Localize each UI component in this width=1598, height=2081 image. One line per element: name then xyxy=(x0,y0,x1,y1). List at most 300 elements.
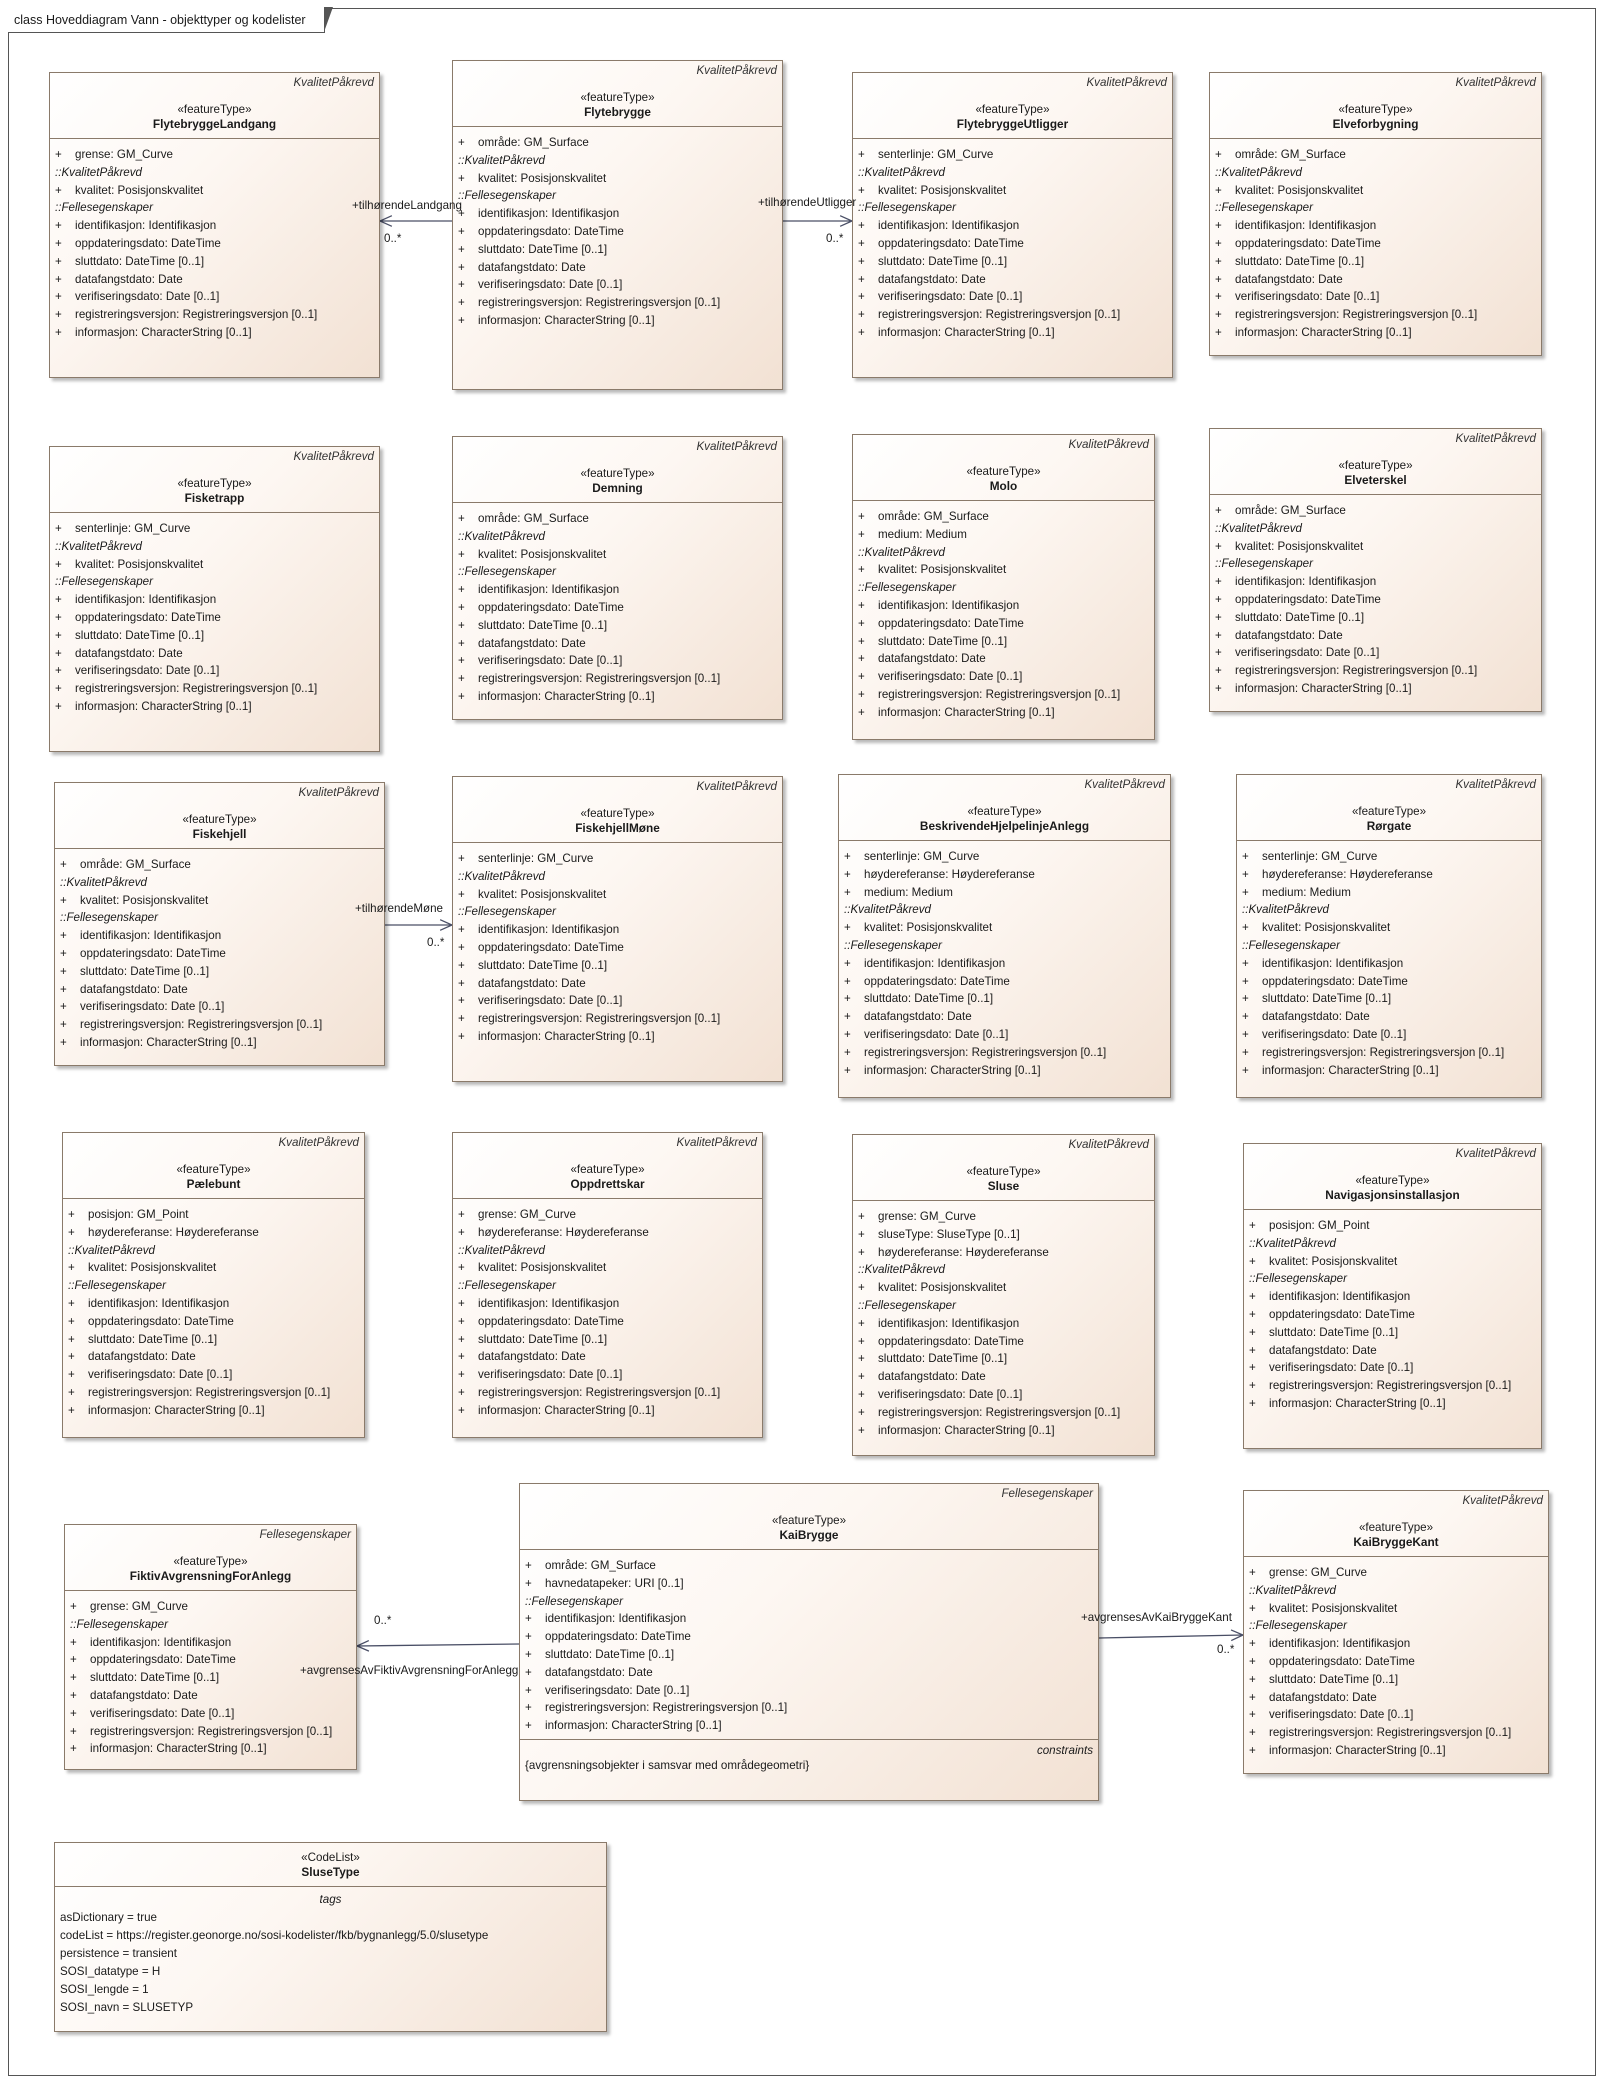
class-navigasjonsinstallasjon[interactable] xyxy=(1243,1143,1542,1449)
visibility-marker: + xyxy=(68,1403,75,1417)
attribute-text: registreringsversjon: Registreringsversjon [0..1] xyxy=(878,687,1121,701)
attribute-row xyxy=(1215,253,1537,271)
class-molo[interactable] xyxy=(852,434,1155,740)
visibility-marker: + xyxy=(858,1352,865,1366)
visibility-marker: + xyxy=(55,325,62,339)
codelist-slusetype[interactable] xyxy=(54,1842,607,2032)
visibility-marker: + xyxy=(525,1701,532,1715)
attribute-row xyxy=(844,1008,1166,1026)
class-fiskehjell-mone[interactable] xyxy=(452,776,783,1082)
visibility-marker: + xyxy=(68,1208,75,1221)
class-tag: KvalitetPåkrevd xyxy=(696,64,777,77)
class-elveterskel[interactable] xyxy=(1209,428,1542,712)
attribute-row xyxy=(70,1740,352,1758)
class-flytebrygge-landgang[interactable] xyxy=(49,72,380,378)
attribute-row xyxy=(858,1368,1150,1386)
attribute-text: informasjon: CharacterString [0..1] xyxy=(75,325,252,339)
visibility-marker: + xyxy=(60,1000,67,1014)
class-tag: KvalitetPåkrevd xyxy=(278,1136,359,1149)
tags-section xyxy=(55,1887,606,2021)
attribute-text: datafangstdato: Date xyxy=(75,646,183,660)
attribute-row xyxy=(68,1366,360,1384)
visibility-marker: + xyxy=(458,224,465,238)
attribute-text: datafangstdato: Date xyxy=(88,1350,196,1364)
attribute-row xyxy=(844,955,1166,973)
inherited-group-label: ::KvalitetPåkrevd xyxy=(858,165,945,179)
inherited-group-label: ::KvalitetPåkrevd xyxy=(55,539,142,553)
class-kai-brygge-kant[interactable] xyxy=(1243,1490,1549,1774)
class-header xyxy=(55,1843,606,1887)
attribute-text: identifikasjon: Identifikasjon xyxy=(478,1296,620,1310)
attribute-row xyxy=(858,1422,1150,1440)
visibility-marker: + xyxy=(1242,1010,1249,1024)
attribute-text: sluttdato: DateTime [0..1] xyxy=(90,1671,220,1685)
class-tag: Fellesegenskaper xyxy=(1001,1487,1093,1500)
visibility-marker: + xyxy=(1215,219,1222,233)
class-tag: KvalitetPåkrevd xyxy=(1455,778,1536,791)
attribute-text: registreringsversjon: Registreringsversjon [0..1] xyxy=(1269,1379,1512,1393)
visibility-marker: + xyxy=(55,699,62,713)
visibility-marker: + xyxy=(858,1210,865,1223)
attribute-text: oppdateringsdato: DateTime xyxy=(80,946,226,960)
class-stereotype: «featureType» xyxy=(966,465,1041,478)
class-name: Flytebrygge xyxy=(584,105,651,119)
visibility-marker: + xyxy=(1215,646,1222,660)
class-attributes xyxy=(1210,495,1541,702)
attribute-row xyxy=(858,1333,1150,1351)
attribute-text: kvalitet: Posisjonskvalitet xyxy=(1235,539,1364,553)
class-tag: KvalitetPåkrevd xyxy=(1084,778,1165,791)
attribute-text: kvalitet: Posisjonskvalitet xyxy=(878,183,1007,197)
attribute-row xyxy=(1215,146,1537,164)
visibility-marker: + xyxy=(858,652,865,666)
attribute-text: oppdateringsdato: DateTime xyxy=(1262,974,1408,988)
class-oppdrettskar[interactable] xyxy=(452,1132,763,1438)
attribute-row xyxy=(1249,1742,1544,1760)
inherited-group-label: ::Fellesegenskaper xyxy=(458,565,556,579)
attribute-text: sluttdato: DateTime [0..1] xyxy=(1269,1325,1399,1339)
class-attributes xyxy=(1244,1557,1548,1764)
attribute-row xyxy=(1249,1671,1544,1689)
attribute-row xyxy=(55,698,375,716)
attribute-row xyxy=(1242,866,1537,884)
visibility-marker: + xyxy=(844,956,851,970)
assoc-role-landgang: +tilhørendeLandgang xyxy=(352,199,462,212)
visibility-marker: + xyxy=(525,1683,532,1697)
attribute-row xyxy=(55,146,375,164)
visibility-marker: + xyxy=(1215,628,1222,642)
class-header xyxy=(453,437,782,503)
attribute-row xyxy=(858,253,1168,271)
attribute-text: registreringsversjon: Registreringsversjon [0..1] xyxy=(90,1724,333,1738)
attribute-text: informasjon: CharacterString [0..1] xyxy=(75,699,252,713)
visibility-marker: + xyxy=(458,1029,465,1043)
class-tag: KvalitetPåkrevd xyxy=(1455,76,1536,89)
attribute-row xyxy=(1249,1635,1544,1653)
attribute-text: oppdateringsdato: DateTime xyxy=(545,1630,691,1644)
attribute-row xyxy=(458,850,778,868)
attribute-row xyxy=(60,1016,380,1034)
visibility-marker: + xyxy=(1249,1601,1256,1615)
attribute-text: identifikasjon: Identifikasjon xyxy=(1262,956,1404,970)
attribute-row xyxy=(458,886,778,904)
inherited-group-label: ::KvalitetPåkrevd xyxy=(1215,521,1302,535)
visibility-marker: + xyxy=(844,974,851,988)
class-header xyxy=(55,783,384,849)
attribute-text: informasjon: CharacterString [0..1] xyxy=(90,1742,267,1756)
class-pelebunt[interactable] xyxy=(62,1132,365,1438)
attribute-text: oppdateringsdato: DateTime xyxy=(878,1334,1024,1348)
visibility-marker: + xyxy=(68,1385,75,1399)
attribute-text: informasjon: CharacterString [0..1] xyxy=(1262,1063,1439,1077)
class-sluse[interactable] xyxy=(852,1134,1155,1456)
attribute-row xyxy=(458,975,778,993)
inherited-group-label: ::KvalitetPåkrevd xyxy=(458,153,545,167)
attribute-row xyxy=(55,680,375,698)
visibility-marker: + xyxy=(458,618,465,632)
visibility-marker: + xyxy=(70,1724,77,1738)
attribute-row xyxy=(1242,1008,1537,1026)
attribute-text: verifiseringsdato: Date [0..1] xyxy=(1235,646,1380,660)
attribute-row xyxy=(458,241,778,259)
visibility-marker: + xyxy=(458,512,465,525)
attribute-row xyxy=(60,963,380,981)
attribute-row xyxy=(458,1402,758,1420)
attribute-text: kvalitet: Posisjonskvalitet xyxy=(75,557,204,571)
attribute-row xyxy=(68,1259,360,1277)
attribute-text: informasjon: CharacterString [0..1] xyxy=(478,1029,655,1043)
attribute-text: område: GM_Surface xyxy=(80,858,191,871)
visibility-marker: + xyxy=(458,600,465,614)
attribute-text: oppdateringsdato: DateTime xyxy=(478,1314,624,1328)
attribute-text: oppdateringsdato: DateTime xyxy=(878,236,1024,250)
inherited-group-label: ::KvalitetPåkrevd xyxy=(1249,1583,1336,1597)
attribute-text: høydereferanse: Høydereferanse xyxy=(864,867,1035,881)
attribute-row xyxy=(55,182,375,200)
attribute-text: datafangstdato: Date xyxy=(478,636,586,650)
inherited-group-label: ::KvalitetPåkrevd xyxy=(60,875,147,889)
class-stereotype: «featureType» xyxy=(1355,1174,1430,1187)
attribute-text: posisjon: GM_Point xyxy=(1269,1219,1370,1232)
attribute-text: registreringsversjon: Registreringsversjon [0..1] xyxy=(88,1385,331,1399)
class-header xyxy=(1210,429,1541,495)
attribute-text: sluttdato: DateTime [0..1] xyxy=(478,618,608,632)
attribute-row xyxy=(55,324,375,342)
visibility-marker: + xyxy=(1215,504,1222,517)
visibility-marker: + xyxy=(1215,236,1222,250)
attribute-row xyxy=(458,223,778,241)
attribute-text: sluttdato: DateTime [0..1] xyxy=(545,1647,675,1661)
visibility-marker: + xyxy=(458,654,465,668)
attribute-text: sluttdato: DateTime [0..1] xyxy=(75,254,205,268)
attribute-text: datafangstdato: Date xyxy=(478,976,586,990)
attribute-text: kvalitet: Posisjonskvalitet xyxy=(1262,921,1391,935)
attribute-row xyxy=(458,617,778,635)
visibility-marker: + xyxy=(458,636,465,650)
visibility-marker: + xyxy=(68,1314,75,1328)
attribute-row xyxy=(1249,1342,1537,1360)
class-header xyxy=(1237,775,1541,841)
inherited-group-label: ::KvalitetPåkrevd xyxy=(55,165,142,179)
class-name: FiskehjellMøne xyxy=(575,821,660,835)
attribute-row xyxy=(844,973,1166,991)
attribute-text: verifiseringsdato: Date [0..1] xyxy=(1269,1361,1414,1375)
attribute-row xyxy=(858,288,1168,306)
attribute-text: sluttdato: DateTime [0..1] xyxy=(478,1332,608,1346)
class-fisketrapp[interactable] xyxy=(49,446,380,752)
attribute-text: oppdateringsdato: DateTime xyxy=(478,940,624,954)
visibility-marker: + xyxy=(1249,1708,1256,1722)
attribute-text: kvalitet: Posisjonskvalitet xyxy=(478,171,607,185)
attribute-row xyxy=(458,581,778,599)
attribute-text: registreringsversjon: Registreringsversjon [0..1] xyxy=(1269,1726,1512,1740)
attribute-text: oppdateringsdato: DateTime xyxy=(1269,1654,1415,1668)
attribute-text: oppdateringsdato: DateTime xyxy=(1235,236,1381,250)
attribute-row xyxy=(1249,1377,1537,1395)
attribute-row xyxy=(55,306,375,324)
class-name: Elveterskel xyxy=(1344,473,1407,487)
visibility-marker: + xyxy=(1249,1743,1256,1757)
attribute-row xyxy=(458,992,778,1010)
inherited-group-label: ::KvalitetPåkrevd xyxy=(458,869,545,883)
class-rorgate[interactable] xyxy=(1236,774,1542,1098)
class-stereotype: «featureType» xyxy=(570,1163,645,1176)
attribute-text: verifiseringsdato: Date [0..1] xyxy=(80,1000,225,1014)
attribute-text: medium: Medium xyxy=(864,885,953,899)
attribute-text: sluseType: SluseType [0..1] xyxy=(878,1227,1020,1241)
visibility-marker: + xyxy=(1249,1254,1256,1268)
inherited-group-label: ::Fellesegenskaper xyxy=(858,1298,956,1312)
attribute-row xyxy=(1215,644,1537,662)
visibility-marker: + xyxy=(55,148,62,161)
inherited-group-label: ::KvalitetPåkrevd xyxy=(458,529,545,543)
attribute-row xyxy=(858,561,1150,579)
attribute-text: område: GM_Surface xyxy=(545,1559,656,1572)
class-name: Pælebunt xyxy=(186,1177,241,1191)
attribute-text: registreringsversjon: Registreringsversjon [0..1] xyxy=(75,682,318,696)
attribute-text: oppdateringsdato: DateTime xyxy=(864,974,1010,988)
attribute-row xyxy=(858,704,1150,722)
attribute-row xyxy=(858,668,1150,686)
attribute-row xyxy=(858,650,1150,668)
visibility-marker: + xyxy=(55,682,62,696)
class-demning[interactable] xyxy=(452,436,783,720)
class-header xyxy=(65,1525,356,1591)
attribute-text: verifiseringsdato: Date [0..1] xyxy=(75,664,220,678)
attribute-text: verifiseringsdato: Date [0..1] xyxy=(864,1027,1009,1041)
attribute-row xyxy=(55,288,375,306)
class-stereotype: «featureType» xyxy=(967,805,1042,818)
attribute-text: informasjon: CharacterString [0..1] xyxy=(478,1403,655,1417)
visibility-marker: + xyxy=(1249,1690,1256,1704)
inherited-group-label: ::Fellesegenskaper xyxy=(858,201,956,215)
class-flytebrygge-utligger[interactable] xyxy=(852,72,1173,378)
attribute-row xyxy=(1249,1653,1544,1671)
class-name: Sluse xyxy=(987,1179,1020,1193)
attribute-row xyxy=(525,1699,1094,1717)
tag-value: asDictionary = true xyxy=(60,1911,157,1924)
visibility-marker: + xyxy=(55,557,62,571)
class-header xyxy=(63,1133,364,1199)
attribute-row xyxy=(70,1634,352,1652)
attribute-text: identifikasjon: Identifikasjon xyxy=(878,219,1020,233)
visibility-marker: + xyxy=(1242,867,1249,881)
attribute-row xyxy=(55,271,375,289)
inherited-group-label: ::KvalitetPåkrevd xyxy=(458,1243,545,1257)
attribute-text: sluttdato: DateTime [0..1] xyxy=(878,634,1008,648)
attribute-text: kvalitet: Posisjonskvalitet xyxy=(80,893,209,907)
visibility-marker: + xyxy=(458,689,465,703)
class-flytebrygge[interactable] xyxy=(452,60,783,390)
attribute-text: verifiseringsdato: Date [0..1] xyxy=(545,1683,690,1697)
attribute-text: oppdateringsdato: DateTime xyxy=(1269,1307,1415,1321)
visibility-marker: + xyxy=(458,207,465,221)
attribute-text: kvalitet: Posisjonskvalitet xyxy=(75,183,204,197)
visibility-marker: + xyxy=(458,994,465,1008)
class-header xyxy=(1210,73,1541,139)
class-beskrivende-hjelpelinje-anlegg[interactable] xyxy=(838,774,1171,1098)
attribute-row xyxy=(844,990,1166,1008)
class-tag: KvalitetPåkrevd xyxy=(1462,1494,1543,1507)
attribute-row xyxy=(1215,538,1537,556)
attribute-text: informasjon: CharacterString [0..1] xyxy=(878,705,1055,719)
visibility-marker: + xyxy=(1249,1396,1256,1410)
visibility-marker: + xyxy=(55,522,62,535)
attribute-text: datafangstdato: Date xyxy=(75,272,183,286)
attribute-row xyxy=(525,1557,1094,1575)
attribute-row xyxy=(55,609,375,627)
attribute-row xyxy=(55,217,375,235)
class-tag: KvalitetPåkrevd xyxy=(1455,1147,1536,1160)
inherited-group-label: ::Fellesegenskaper xyxy=(70,1617,168,1631)
attribute-row xyxy=(525,1717,1094,1735)
attribute-text: informasjon: CharacterString [0..1] xyxy=(1269,1743,1446,1757)
visibility-marker: + xyxy=(70,1742,77,1756)
class-name: Rørgate xyxy=(1366,819,1412,833)
visibility-marker: + xyxy=(1249,1379,1256,1393)
attribute-text: grense: GM_Curve xyxy=(75,148,173,161)
class-fiktiv-avgrensning-for-anlegg[interactable] xyxy=(64,1524,357,1770)
attribute-row xyxy=(68,1295,360,1313)
visibility-marker: + xyxy=(1242,1027,1249,1041)
attribute-row xyxy=(525,1664,1094,1682)
attribute-text: sluttdato: DateTime [0..1] xyxy=(1269,1672,1399,1686)
assoc-mult-utligger: 0..* xyxy=(826,232,844,245)
attribute-text: datafangstdato: Date xyxy=(1269,1690,1377,1704)
class-attributes xyxy=(1237,841,1541,1083)
visibility-marker: + xyxy=(458,1403,465,1417)
tag-value: SOSI_lengde = 1 xyxy=(60,1983,149,1996)
attribute-row xyxy=(55,520,375,538)
attribute-text: kvalitet: Posisjonskvalitet xyxy=(1235,183,1364,197)
class-elveforbygning[interactable] xyxy=(1209,72,1542,356)
visibility-marker: + xyxy=(525,1559,532,1572)
class-attributes xyxy=(853,501,1154,726)
attribute-text: oppdateringsdato: DateTime xyxy=(1235,592,1381,606)
attribute-row xyxy=(1215,324,1537,342)
attribute-text: registreringsversjon: Registreringsversjon [0..1] xyxy=(478,1012,721,1026)
inherited-group-label: ::Fellesegenskaper xyxy=(525,1594,623,1608)
attribute-row xyxy=(458,1206,758,1224)
attribute-row xyxy=(458,1331,758,1349)
attribute-row xyxy=(844,1026,1166,1044)
inherited-group-label: ::KvalitetPåkrevd xyxy=(858,545,945,559)
visibility-marker: + xyxy=(844,921,851,935)
attribute-row xyxy=(858,1386,1150,1404)
attribute-text: oppdateringsdato: DateTime xyxy=(90,1653,236,1667)
visibility-marker: + xyxy=(858,1316,865,1330)
attribute-text: registreringsversjon: Registreringsversjon [0..1] xyxy=(1262,1045,1505,1059)
attribute-row xyxy=(858,526,1150,544)
attribute-text: sluttdato: DateTime [0..1] xyxy=(1235,610,1365,624)
attribute-text: havnedatapeker: URI [0..1] xyxy=(545,1576,684,1590)
attribute-row xyxy=(55,627,375,645)
attribute-text: grense: GM_Curve xyxy=(90,1600,188,1613)
visibility-marker: + xyxy=(55,236,62,250)
attribute-row xyxy=(858,271,1168,289)
visibility-marker: + xyxy=(68,1261,75,1275)
attribute-text: identifikasjon: Identifikasjon xyxy=(90,1635,232,1649)
attribute-row xyxy=(858,1226,1150,1244)
attribute-text: oppdateringsdato: DateTime xyxy=(478,224,624,238)
visibility-marker: + xyxy=(1215,592,1222,606)
attribute-text: verifiseringsdato: Date [0..1] xyxy=(1235,290,1380,304)
attribute-row xyxy=(458,1348,758,1366)
class-stereotype: «featureType» xyxy=(975,103,1050,116)
attribute-row xyxy=(458,259,778,277)
attribute-row xyxy=(458,957,778,975)
visibility-marker: + xyxy=(458,672,465,686)
attribute-row xyxy=(55,556,375,574)
visibility-marker: + xyxy=(858,148,865,161)
class-header xyxy=(453,61,782,127)
visibility-marker: + xyxy=(1249,1325,1256,1339)
class-header xyxy=(453,777,782,843)
attribute-row xyxy=(458,670,778,688)
attribute-text: medium: Medium xyxy=(1262,885,1351,899)
assoc-mult-fiktiv: 0..* xyxy=(374,1614,392,1627)
visibility-marker: + xyxy=(68,1368,75,1382)
visibility-marker: + xyxy=(70,1706,77,1720)
attribute-row xyxy=(1249,1253,1537,1271)
attribute-text: verifiseringsdato: Date [0..1] xyxy=(478,1368,623,1382)
attribute-text: informasjon: CharacterString [0..1] xyxy=(478,689,655,703)
attribute-text: verifiseringsdato: Date [0..1] xyxy=(478,278,623,292)
class-tag: KvalitetPåkrevd xyxy=(696,440,777,453)
attribute-text: informasjon: CharacterString [0..1] xyxy=(878,325,1055,339)
class-tag: KvalitetPåkrevd xyxy=(293,450,374,463)
attribute-text: sluttdato: DateTime [0..1] xyxy=(864,992,994,1006)
attribute-row xyxy=(458,921,778,939)
attribute-row xyxy=(858,508,1150,526)
attribute-text: verifiseringsdato: Date [0..1] xyxy=(88,1368,233,1382)
attribute-text: oppdateringsdato: DateTime xyxy=(878,616,1024,630)
visibility-marker: + xyxy=(1242,992,1249,1006)
class-fiskehjell[interactable] xyxy=(54,782,385,1066)
attribute-text: identifikasjon: Identifikasjon xyxy=(1235,575,1377,589)
visibility-marker: + xyxy=(844,1045,851,1059)
attribute-text: område: GM_Surface xyxy=(478,512,589,525)
class-kai-brygge[interactable] xyxy=(519,1483,1099,1801)
class-name: Oppdrettskar xyxy=(570,1177,645,1191)
inherited-group-label: ::KvalitetPåkrevd xyxy=(68,1243,155,1257)
visibility-marker: + xyxy=(458,852,465,865)
attribute-text: medium: Medium xyxy=(878,527,967,541)
tag-value: persistence = transient xyxy=(60,1947,177,1960)
visibility-marker: + xyxy=(1242,921,1249,935)
class-attributes xyxy=(55,849,384,1056)
visibility-marker: + xyxy=(858,325,865,339)
